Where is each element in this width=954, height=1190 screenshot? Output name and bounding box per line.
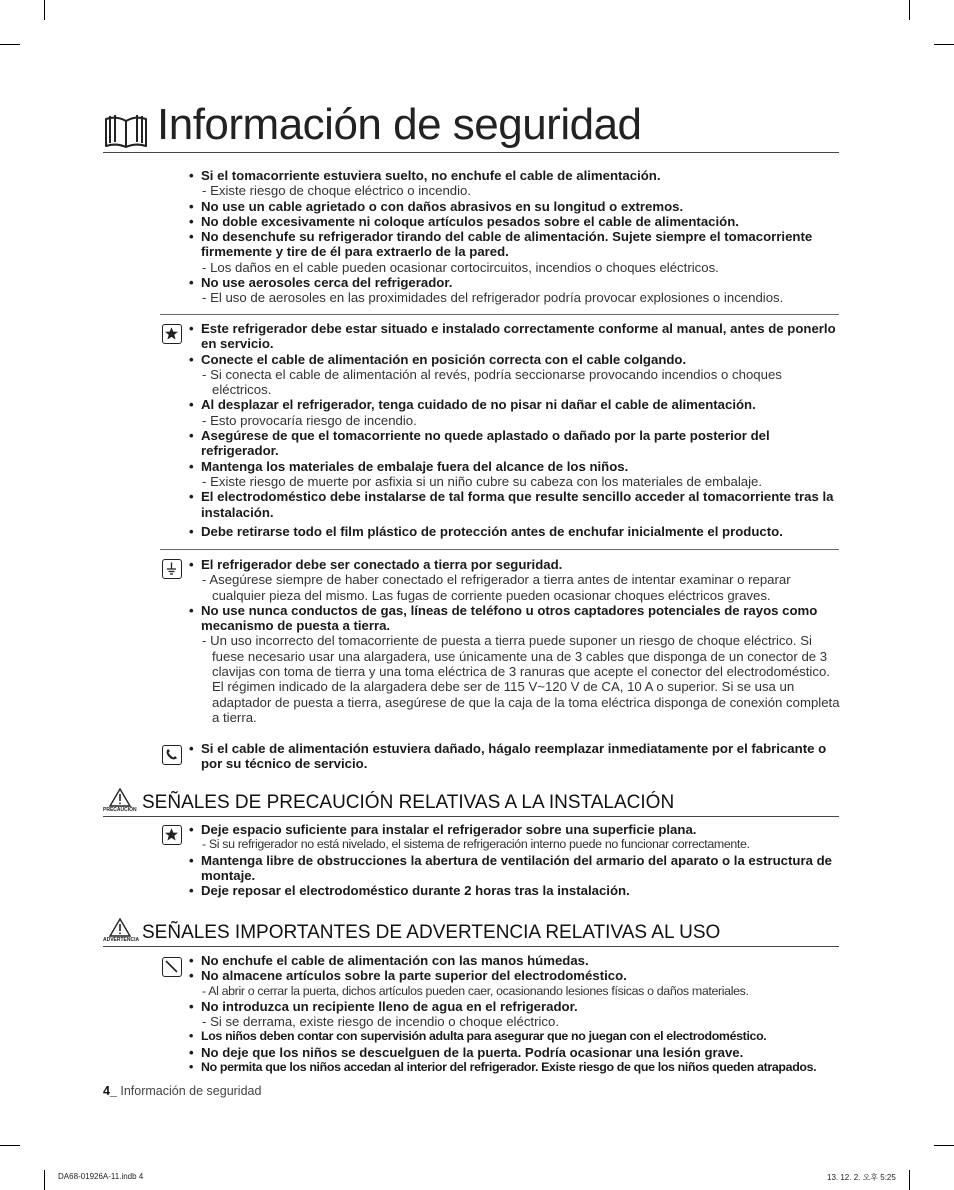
sub-note: - Un uso incorrecto del tomacorriente de puesta a tierra puede suponer un riesgo de choque eléctrico. Si fuese necesario usar una alargadera, use únicamente una de 3 cables que disponga de un conector de 3 clavijas con toma de tierra y una toma eléctrica de 3 ranuras que acepte el conector del electrodoméstico. El régimen indicado de la alargadera debe ser de 115 V~120 V de CA, 10 A o superior. Si se usa un adaptador de puesta a tierra, asegúrese de que la caja de la toma eléctrica disponga de conexión completa a tierra. xyxy=(189,633,841,725)
warning-section-title: SEÑALES IMPORTANTES DE ADVERTENCIA RELATIVAS AL USO xyxy=(142,922,721,943)
sub-note: - El uso de aerosoles en las proximidades del refrigerador podría provocar explosiones o incendios. xyxy=(189,290,841,305)
bullet-item: • No desenchufe su refrigerador tirando del cable de alimentación. Sujete siempre el tomacorriente firmemente y tire de él para extraerlo de la pared. xyxy=(189,229,841,260)
bullet-item: • Mantenga los materiales de embalaje fuera del alcance de los niños. xyxy=(189,459,841,474)
print-slug-file: DA68-01926A-11.indb 4 xyxy=(58,1172,144,1181)
bullet-item: • Deje reposar el electrodoméstico durante 2 horas tras la instalación. xyxy=(189,883,841,898)
warning-triangle-icon xyxy=(109,788,131,807)
section-divider xyxy=(160,314,839,315)
warning-section-header xyxy=(103,918,839,947)
bullet-item: • Asegúrese de que el tomacorriente no quede aplastado o dañado por la parte posterior del refrigerador. xyxy=(189,428,841,459)
bullet-item: • No use aerosoles cerca del refrigerador. xyxy=(189,275,841,290)
caution-section-title: SEÑALES DE PRECAUCIÓN RELATIVAS A LA INSTALACIÓN xyxy=(142,792,675,813)
caution-section-header xyxy=(103,788,839,817)
crop-mark xyxy=(909,1170,910,1190)
crop-mark xyxy=(44,1170,45,1190)
intro-list xyxy=(189,168,841,306)
section-divider xyxy=(160,549,839,550)
book-icon xyxy=(103,112,149,150)
sub-note: - Si su refrigerador no está nivelado, el sistema de refrigeración interno puede no funcionar correctamente. xyxy=(189,837,841,852)
sub-note: - Asegúrese siempre de haber conectado el refrigerador a tierra antes de intentar examinar o reparar cualquier pieza del mismo. Las fugas de corriente pueden ocasionar choques eléctricos graves. xyxy=(189,572,841,603)
bullet-item: • Mantenga libre de obstrucciones la abertura de ventilación del armario del aparato o la estructura de montaje. xyxy=(189,853,841,884)
bullet-item: • El electrodoméstico debe instalarse de tal forma que resulte sencillo acceder al tomacorriente tras la instalación. xyxy=(189,489,841,520)
bullet-item: • Este refrigerador debe estar situado e instalado correctamente conforme al manual, antes de ponerlo en servicio. xyxy=(189,321,841,352)
crop-mark xyxy=(0,1145,20,1146)
page-title: Información de seguridad xyxy=(157,100,642,149)
caution-badge xyxy=(103,788,139,816)
bullet-item: • Deje espacio suficiente para instalar el refrigerador sobre una superficie plana. xyxy=(189,822,841,837)
bullet-item: • Si el tomacorriente estuviera suelto, no enchufe el cable de alimentación. xyxy=(189,168,841,183)
crop-mark xyxy=(934,1145,954,1146)
sub-note: - Si se derrama, existe riesgo de incendio o choque eléctrico. xyxy=(189,1014,841,1029)
crop-mark xyxy=(0,44,20,45)
bullet-item: • No use un cable agrietado o con daños abrasivos en su longitud o extremos. xyxy=(189,199,841,214)
bullet-item: • No doble excesivamente ni coloque artículos pesados sobre el cable de alimentación. xyxy=(189,214,841,229)
service-list xyxy=(189,741,841,772)
prohibited-icon xyxy=(162,957,182,977)
sub-note: - Existe riesgo de choque eléctrico o incendio. xyxy=(189,183,841,198)
ground-icon xyxy=(162,559,182,579)
caution-label: PRECAUCIÓN xyxy=(103,807,137,813)
warning-badge xyxy=(103,918,139,946)
sub-note: - Esto provocaría riesgo de incendio. xyxy=(189,413,841,428)
crop-mark xyxy=(909,0,910,20)
bullet-item: • No permita que los niños accedan al interior del refrigerador. Existe riesgo de que los niños queden atrapados. xyxy=(189,1060,841,1075)
bullet-item: • No deje que los niños se descuelguen de la puerta. Podría ocasionar una lesión grave. xyxy=(189,1045,841,1060)
crop-mark xyxy=(44,0,45,20)
warning-triangle-icon xyxy=(109,918,131,937)
sub-note: - Existe riesgo de muerte por asfixia si un niño cubre su cabeza con los materiales de embalaje. xyxy=(189,474,841,489)
bullet-item: • No use nunca conductos de gas, líneas de teléfono u otros captadores potenciales de rayos como mecanismo de puesta a tierra. xyxy=(189,603,841,634)
warning-list xyxy=(189,953,841,1075)
bullet-item: • No enchufe el cable de alimentación con las manos húmedas. xyxy=(189,953,841,968)
crop-mark xyxy=(934,44,954,45)
bullet-item: • Debe retirarse todo el film plástico de protección antes de enchufar inicialmente el producto. xyxy=(189,524,841,539)
bullet-item: • Conecte el cable de alimentación en posición correcta con el cable colgando. xyxy=(189,352,841,367)
caution-list xyxy=(189,822,841,898)
page-number: 4_ xyxy=(103,1084,117,1098)
bullet-item: • Los niños deben contar con supervisión adulta para asegurar que no juegan con el electrodoméstico. xyxy=(189,1029,841,1044)
grounding-list xyxy=(189,557,841,725)
phone-icon xyxy=(162,745,182,765)
star-icon xyxy=(162,324,182,344)
bullet-item: • Al desplazar el refrigerador, tenga cuidado de no pisar ni dañar el cable de alimentación. xyxy=(189,397,841,412)
star-icon xyxy=(162,825,182,845)
footer-label: Información de seguridad xyxy=(116,1084,262,1098)
warning-label: ADVERTENCIA xyxy=(103,937,140,943)
print-slug-date: 13. 12. 2. 오후 5:25 xyxy=(827,1173,896,1182)
sub-note: - Si conecta el cable de alimentación al revés, podría seccionarse provocando incendios o choques eléctricos. xyxy=(189,367,841,398)
bullet-item: • El refrigerador debe ser conectado a tierra por seguridad. xyxy=(189,557,841,572)
bullet-item: • No almacene artículos sobre la parte superior del electrodoméstico. xyxy=(189,968,841,983)
bullet-item: • No introduzca un recipiente lleno de agua en el refrigerador. xyxy=(189,999,841,1014)
bullet-item: • Si el cable de alimentación estuviera dañado, hágalo reemplazar inmediatamente por el fabricante o por su técnico de servicio. xyxy=(189,741,841,772)
page-header xyxy=(103,100,839,153)
page-footer xyxy=(103,1084,261,1098)
sub-note: - Los daños en el cable pueden ocasionar cortocircuitos, incendios o choques eléctricos. xyxy=(189,260,841,275)
installation-list xyxy=(189,321,841,539)
sub-note: - Al abrir o cerrar la puerta, dichos artículos pueden caer, ocasionando lesiones físicas o daños materiales. xyxy=(189,984,841,999)
